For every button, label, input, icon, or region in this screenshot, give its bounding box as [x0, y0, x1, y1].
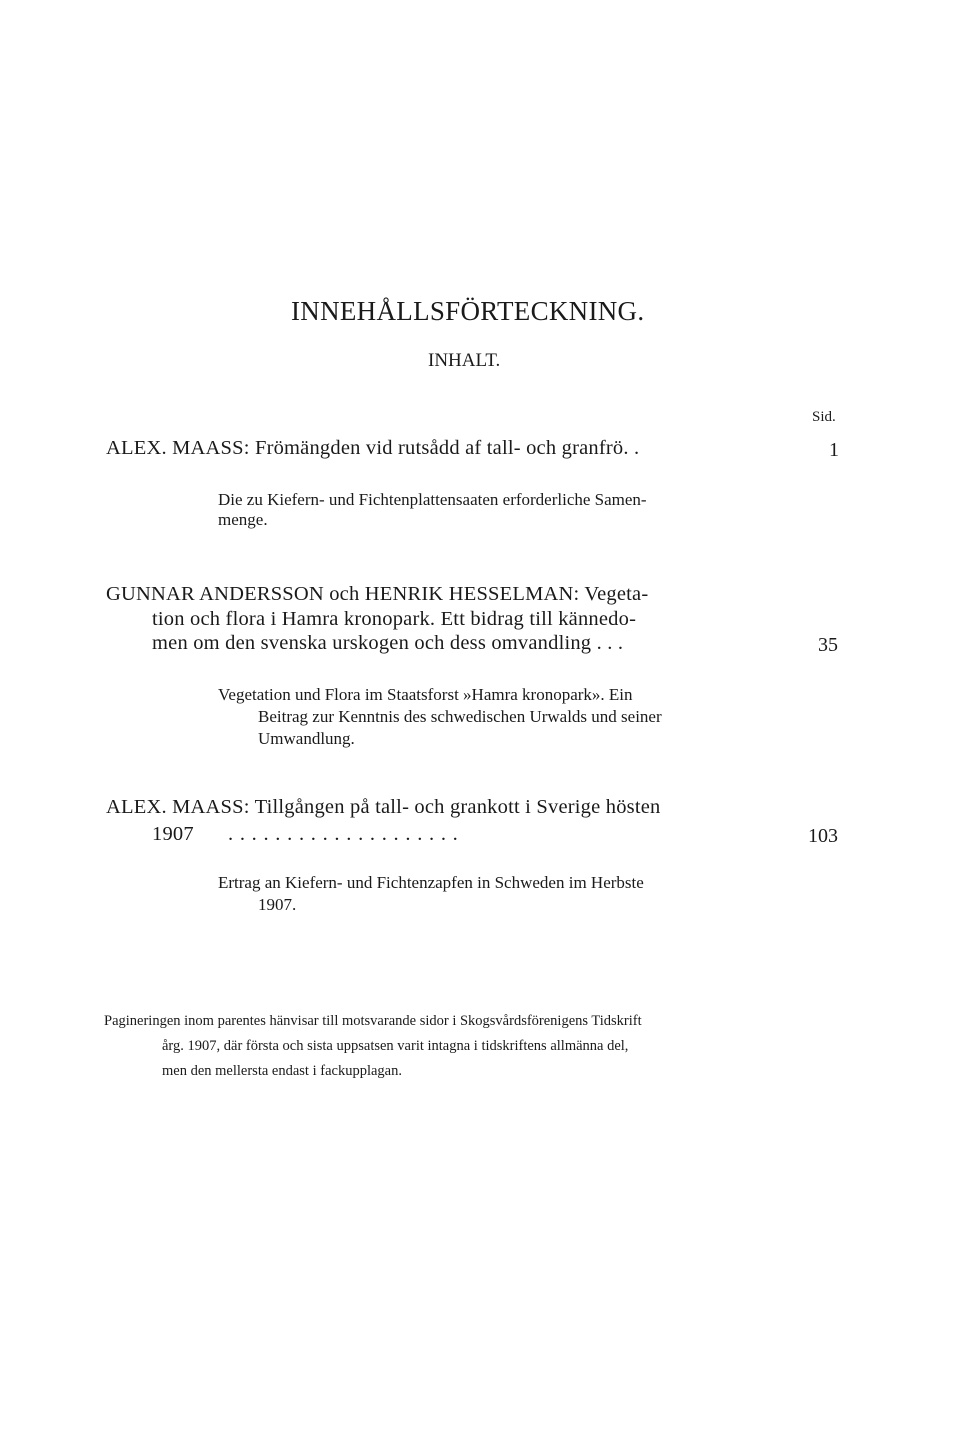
entry-translation-line: Umwandlung. [258, 729, 355, 748]
footnote-line: Pagineringen inom parentes hänvisar till motsvarande sidor i Skogsvårdsförenigens Tidskrift [104, 1013, 642, 1029]
entry-title-line: GUNNAR ANDERSSON och HENRIK HESSELMAN: Vegeta- [106, 583, 649, 605]
entry-page-number: 1 [829, 439, 839, 461]
entry-translation-line: Ertrag an Kiefern- und Fichtenzapfen in Schweden im Herbste [218, 873, 644, 892]
entry-translation-line: 1907. [258, 895, 297, 914]
entry-page-number: 103 [808, 825, 838, 847]
page-title: INNEHÅLLSFÖRTECKNING. [291, 296, 645, 326]
entry-title-line: tion och flora i Hamra kronopark. Ett bidrag till kännedo- [152, 608, 637, 630]
entry-translation-line: Die zu Kiefern- und Fichtenplattensaaten erforderliche Samen- [218, 490, 647, 509]
entry-title-line: ALEX. MAASS: Tillgången på tall- och grankott i Sverige hösten [106, 796, 661, 818]
footnote-line: men den mellersta endast i fackupplagan. [162, 1063, 402, 1079]
entry-translation-line: Beitrag zur Kenntnis des schwedischen Urwalds und seiner [258, 707, 662, 726]
entry-title-line: men om den svenska urskogen och dess omvandling . . . [152, 632, 624, 654]
footnote-line: årg. 1907, där första och sista uppsatsen varit intagna i tidskriftens allmänna del, [162, 1038, 629, 1054]
entry-translation-line: menge. [218, 510, 268, 529]
dot-leader: .................... [228, 823, 465, 845]
entry-page-number: 35 [818, 634, 838, 656]
entry-title-line: 1907 [152, 823, 194, 845]
entry-title-line: ALEX. MAASS: Frömängden vid rutsådd af tall- och granfrö. . [106, 437, 640, 459]
entry-translation-line: Vegetation und Flora im Staatsforst »Hamra kronopark». Ein [218, 685, 633, 704]
page-column-label: Sid. [812, 409, 836, 425]
page-subtitle: INHALT. [428, 350, 501, 371]
